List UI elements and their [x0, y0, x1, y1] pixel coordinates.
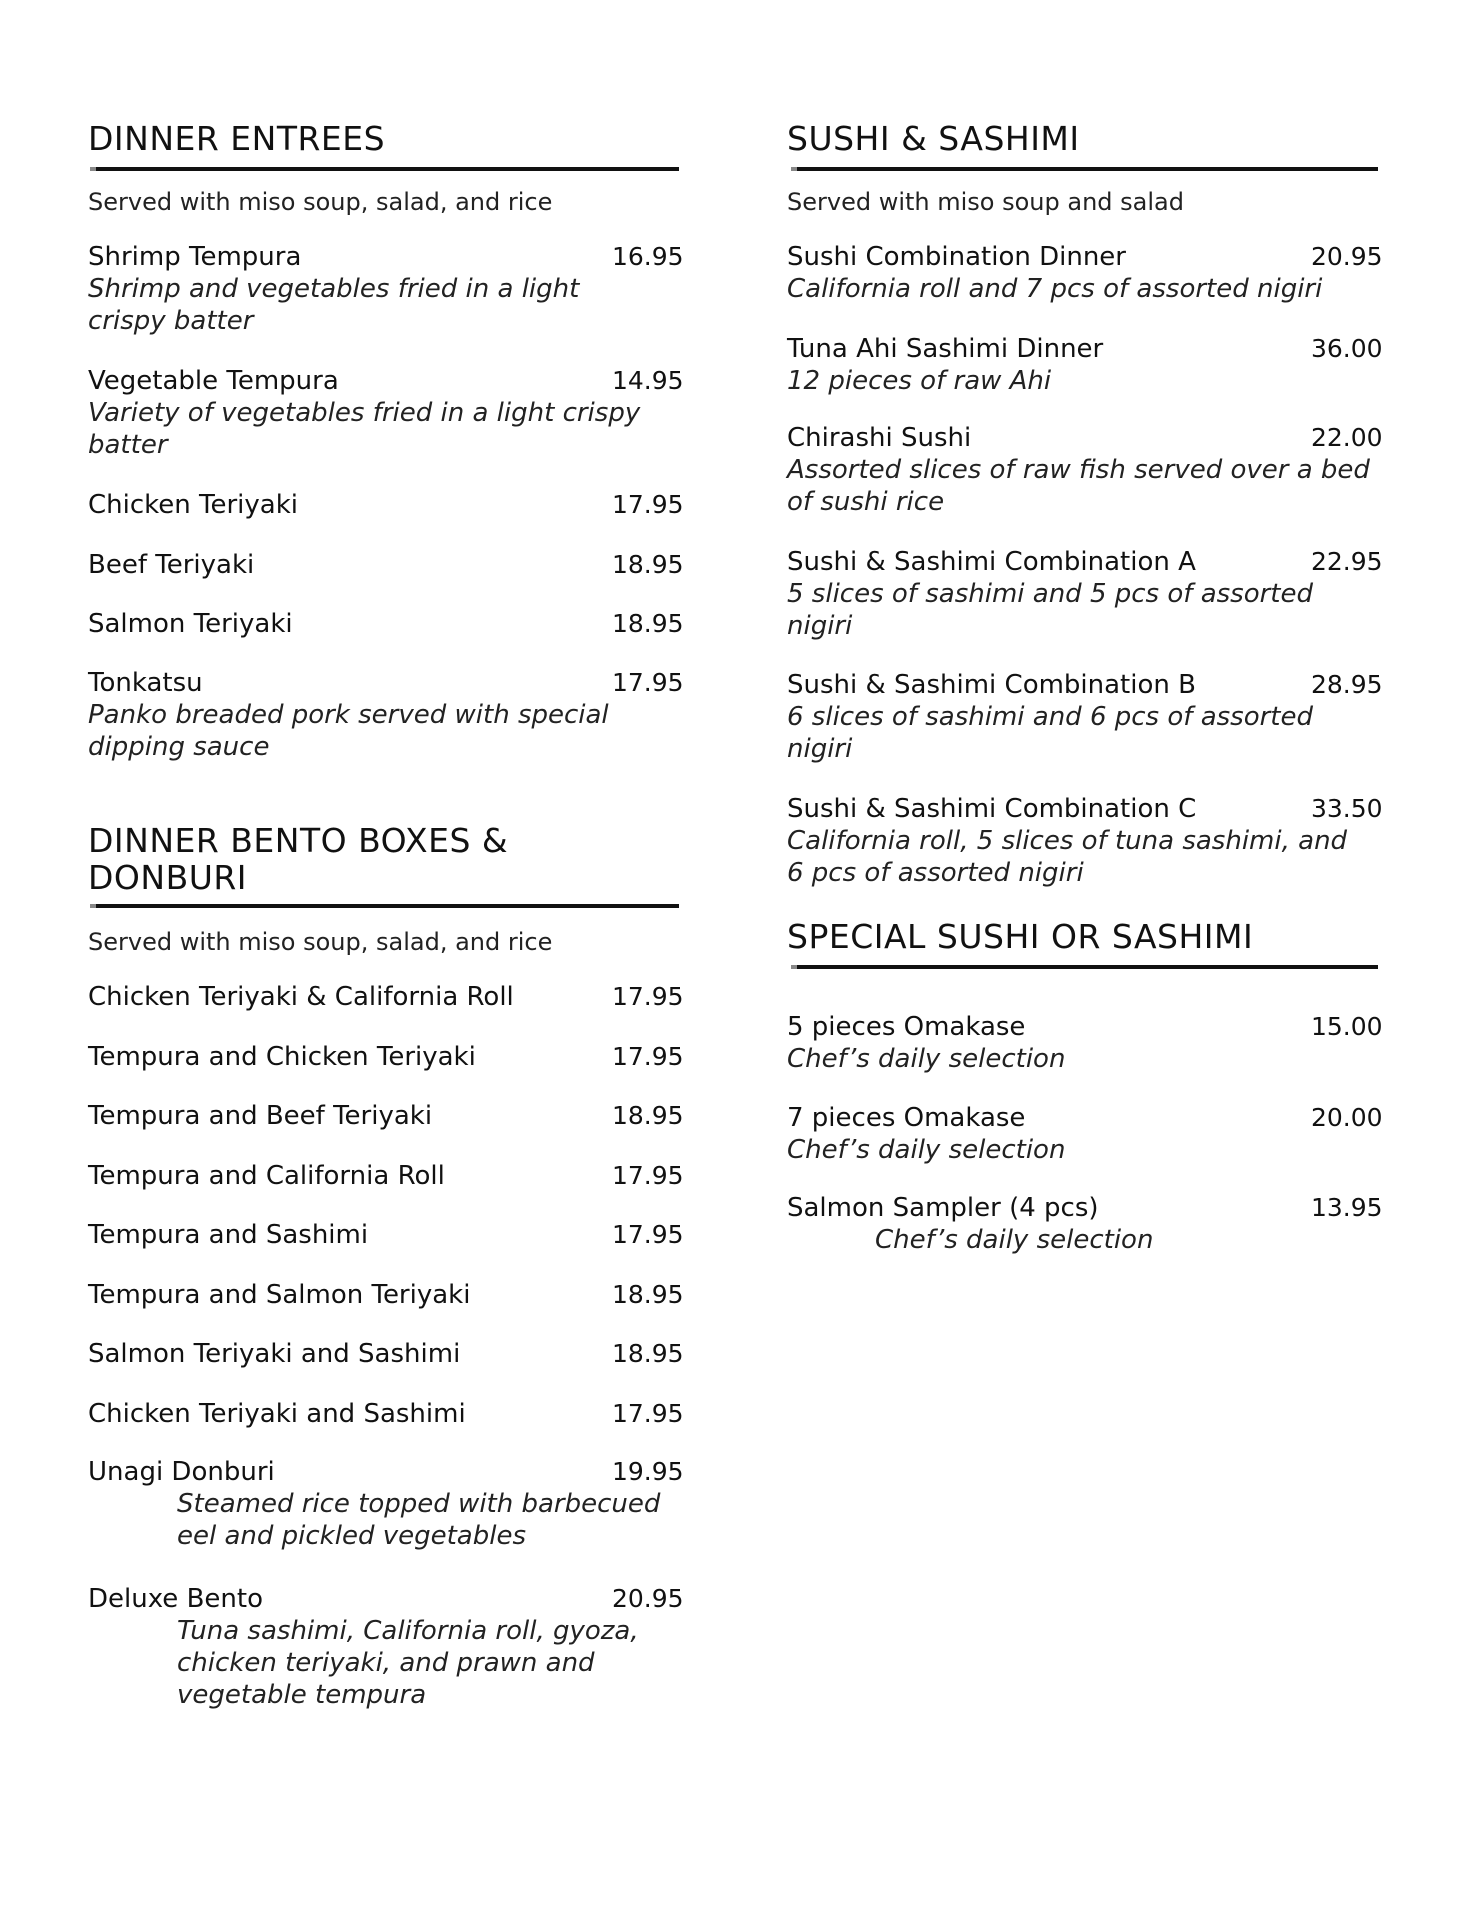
menu-item-name: Salmon Teriyaki and Sashimi [88, 1339, 461, 1369]
menu-item-price: 15.00 [1311, 1012, 1383, 1041]
menu-item-description: chicken teriyaki, and prawn and [177, 1648, 595, 1678]
menu-item-price: 22.95 [1311, 547, 1383, 576]
menu-item-name: Deluxe Bento [88, 1584, 263, 1614]
menu-item-description: 5 slices of sashimi and 5 pcs of assorted [787, 579, 1314, 609]
menu-item-price: 18.95 [612, 1280, 684, 1309]
menu-item-description: Variety of vegetables fried in a light crispy [88, 398, 641, 428]
section-title: DINNER ENTREES [88, 119, 386, 158]
section-subtitle: Served with miso soup and salad [787, 188, 1184, 216]
menu-item-name: Tempura and California Roll [88, 1161, 445, 1191]
menu-item-price: 16.95 [612, 242, 684, 271]
menu-item-name: Tonkatsu [88, 668, 203, 698]
section-divider [90, 167, 679, 171]
menu-item-description: Shrimp and vegetables fried in a light [88, 274, 580, 304]
section-title: SPECIAL SUSHI OR SASHIMI [787, 917, 1254, 956]
menu-item-name: Tempura and Chicken Teriyaki [88, 1042, 476, 1072]
menu-item-price: 18.95 [612, 550, 684, 579]
menu-item-name: Unagi Donburi [88, 1457, 275, 1487]
menu-item-description: California roll, 5 slices of tuna sashimi, and [787, 826, 1348, 856]
menu-item-name: Chicken Teriyaki and Sashimi [88, 1399, 466, 1429]
menu-item-name: Beef Teriyaki [88, 550, 255, 580]
menu-item-description: 6 pcs of assorted nigiri [787, 858, 1084, 888]
menu-item-description: vegetable tempura [177, 1680, 427, 1710]
menu-item-name: Sushi & Sashimi Combination B [787, 670, 1196, 700]
menu-item-description: 12 pieces of raw Ahi [787, 366, 1052, 396]
menu-item-name: Sushi & Sashimi Combination C [787, 794, 1197, 824]
menu-item-description: nigiri [787, 734, 853, 764]
section-title: DONBURI [88, 858, 248, 897]
section-subtitle: Served with miso soup, salad, and rice [88, 928, 553, 956]
menu-item-name: Tempura and Salmon Teriyaki [88, 1280, 471, 1310]
menu-item-price: 28.95 [1311, 670, 1383, 699]
menu-item-description: nigiri [787, 611, 853, 641]
menu-item-price: 17.95 [612, 1161, 684, 1190]
menu-item-name: Sushi Combination Dinner [787, 242, 1126, 272]
menu-item-price: 14.95 [612, 366, 684, 395]
menu-item-name: Chicken Teriyaki [88, 490, 298, 520]
menu-item-description: Assorted slices of raw fish served over a bed [787, 455, 1370, 485]
section-divider [791, 167, 1378, 171]
menu-item-price: 19.95 [612, 1457, 684, 1486]
menu-item-name: Sushi & Sashimi Combination A [787, 547, 1196, 577]
menu-item-price: 20.95 [612, 1584, 684, 1613]
menu-item-description: Chef’s daily selection [787, 1135, 1066, 1165]
menu-item-name: Chicken Teriyaki & California Roll [88, 982, 514, 1012]
section-subtitle: Served with miso soup, salad, and rice [88, 188, 553, 216]
menu-item-description: Steamed rice topped with barbecued [177, 1489, 661, 1519]
section-divider [791, 965, 1378, 969]
menu-item-price: 13.95 [1311, 1193, 1383, 1222]
menu-item-description: dipping sauce [88, 732, 270, 762]
menu-item-description: Tuna sashimi, California roll, gyoza, [177, 1616, 639, 1646]
menu-item-name: Tempura and Sashimi [88, 1220, 369, 1250]
menu-item-name: Salmon Sampler (4 pcs) [787, 1193, 1099, 1223]
menu-item-name: Tuna Ahi Sashimi Dinner [787, 334, 1104, 364]
section-divider [90, 904, 679, 908]
menu-item-price: 17.95 [612, 668, 684, 697]
menu-item-description: Panko breaded pork served with special [88, 700, 609, 730]
menu-item-name: Salmon Teriyaki [88, 609, 293, 639]
menu-item-price: 17.95 [612, 982, 684, 1011]
menu-item-description: Chef’s daily selection [787, 1044, 1066, 1074]
menu-item-price: 17.95 [612, 1220, 684, 1249]
menu-item-price: 18.95 [612, 1101, 684, 1130]
menu-item-description: eel and pickled vegetables [177, 1521, 527, 1551]
menu-item-description: 6 slices of sashimi and 6 pcs of assorted [787, 702, 1314, 732]
menu-item-price: 17.95 [612, 1399, 684, 1428]
menu-item-price: 17.95 [612, 1042, 684, 1071]
menu-item-name: 7 pieces Omakase [787, 1103, 1026, 1133]
menu-item-price: 20.95 [1311, 242, 1383, 271]
menu-item-name: Tempura and Beef Teriyaki [88, 1101, 433, 1131]
menu-item-price: 20.00 [1311, 1103, 1383, 1132]
menu-item-price: 18.95 [612, 609, 684, 638]
section-title: DINNER BENTO BOXES & [88, 821, 509, 860]
menu-item-description: California roll and 7 pcs of assorted nigiri [787, 274, 1323, 304]
menu-item-name: Chirashi Sushi [787, 423, 972, 453]
menu-item-name: Vegetable Tempura [88, 366, 339, 396]
menu-item-price: 22.00 [1311, 423, 1383, 452]
menu-item-price: 33.50 [1311, 794, 1383, 823]
menu-item-price: 18.95 [612, 1339, 684, 1368]
menu-item-name: Shrimp Tempura [88, 242, 302, 272]
menu-item-description: batter [88, 430, 168, 460]
menu-item-description: Chef’s daily selection [875, 1225, 1154, 1255]
menu-item-name: 5 pieces Omakase [787, 1012, 1026, 1042]
menu-item-description: crispy batter [88, 306, 254, 336]
section-title: SUSHI & SASHIMI [787, 119, 1080, 158]
menu-item-price: 36.00 [1311, 334, 1383, 363]
menu-item-price: 17.95 [612, 490, 684, 519]
menu-item-description: of sushi rice [787, 487, 945, 517]
